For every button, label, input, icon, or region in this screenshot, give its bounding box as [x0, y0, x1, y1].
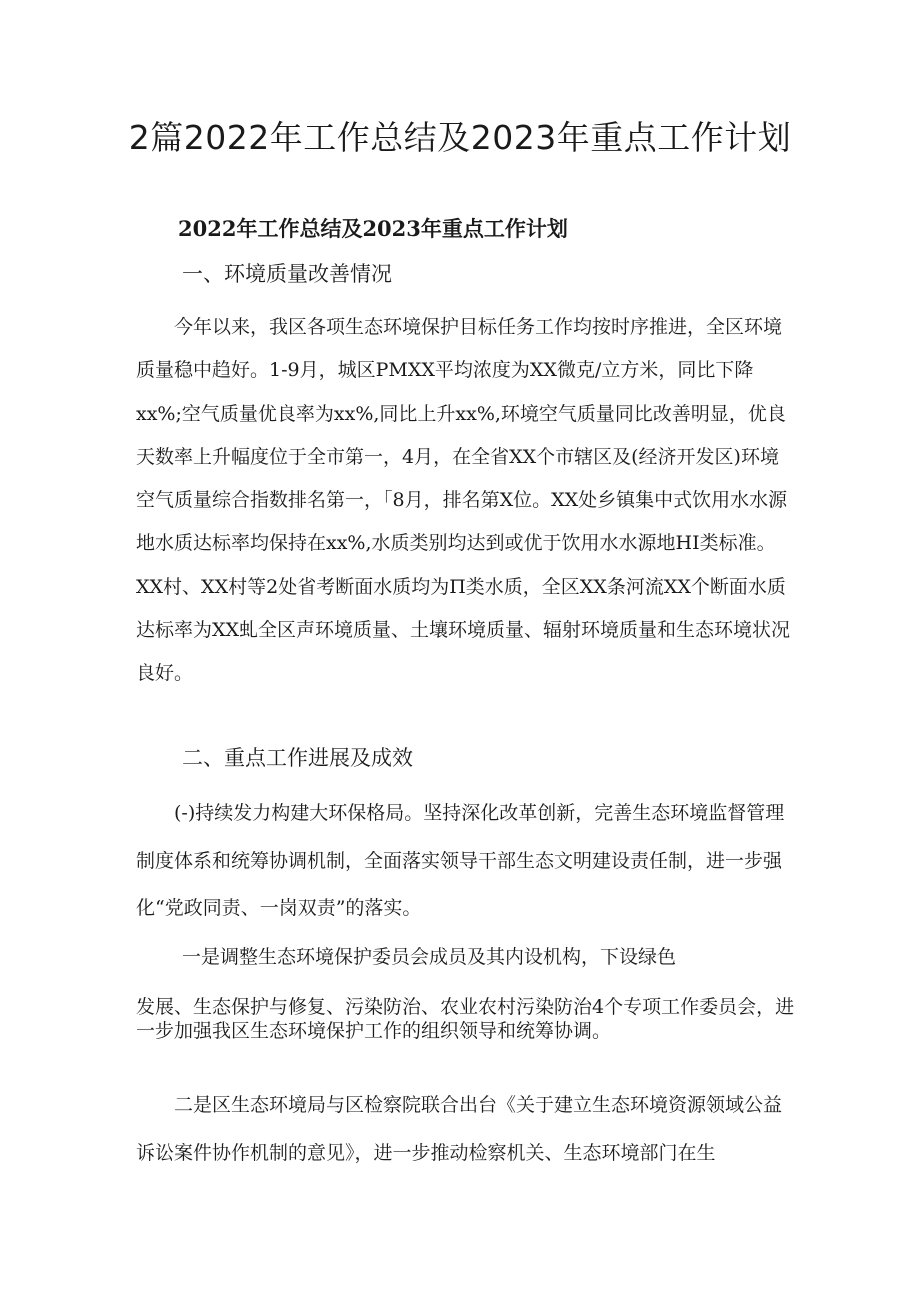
- section-2-paragraph-1: (-)持续发力构建大环保格局。坚持深化改革创新，完善生态环境监督管理制度体系和统筹协调机制，全面落实领导干部生态文明建设责任制，进一步强化“党政同责、一岗双责”的落实。: [136, 802, 785, 920]
- document-title: 2篇2022年工作总结及2023年重点工作计划: [128, 118, 792, 157]
- section-1-paragraph: 今年以来，我区各项生态环境保护目标任务工作均按时序推进，全区环境质量稳中趋好。1-9月，城区PMXX平均浓度为XX微克/立方米，同比下降xx%;空气质量优良率为xx%,同比上升xx%,环境空气质量同比改善明显，优良天数率上升幅度位于全市第一，4月，在全省XX个市辖区及(经济开发区)环境空气质量综合指数排名第一，「8月，排名第X位。XX处乡镇集中式饮用水水源地水质达标率均保持在xx%,水质类别均达到或优于饮用水水源地HI类标准。XX村、XX村等2处省考断面水质均为Π类水质，全区XX条河流XX个断面水质达标率为XX虬全区声环境质量、土壤环境质量、辐射环境质量和生态环境状况良好。: [136, 316, 791, 685]
- section-heading-2: 二、重点工作进展及成效: [182, 746, 413, 770]
- section-2-paragraph-2: 发展、生态保护与修复、污染防治、农业农村污染防治4个专项工作委员会，进一步加强我区生态环境保护工作的组织领导和统筹协调。: [136, 996, 795, 1042]
- section-2-line-a: 一是调整生态环境保护委员会成员及其内设机构，下设绿色: [182, 946, 677, 968]
- section-heading-1: 一、环境质量改善情况: [182, 262, 392, 286]
- section-2-paragraph-3: 二是区生态环境局与区检察院联合出台《关于建立生态环境资源领域公益诉讼案件协作机制的意见》，进一步推动检察机关、生态环境部门在生: [136, 1094, 783, 1164]
- document-subtitle: 2022年工作总结及2023年重点工作计划: [178, 216, 568, 241]
